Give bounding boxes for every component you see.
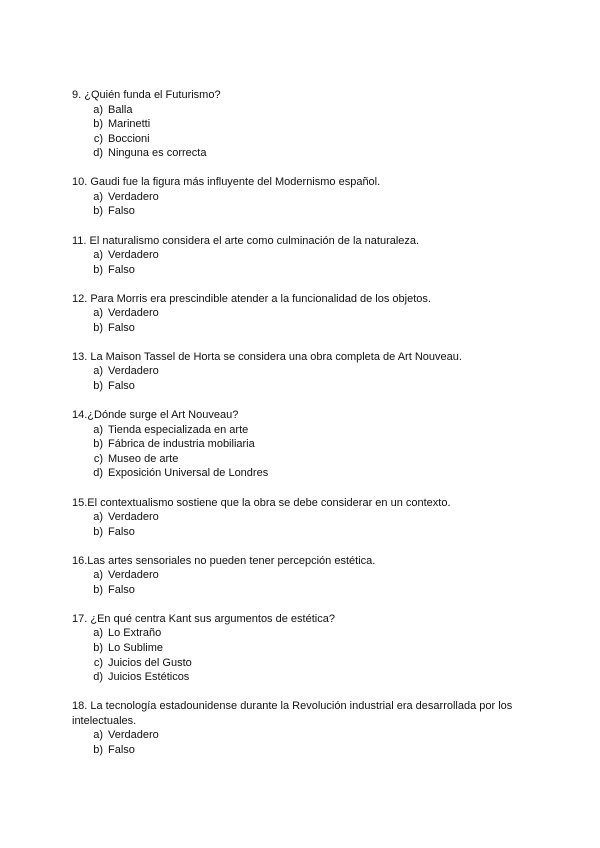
question-text: 12. Para Morris era prescindible atender a la funcionalidad de los objetos. — [72, 292, 431, 305]
option-letter: c) — [93, 656, 103, 669]
answer-options — [72, 728, 532, 757]
option-letter: c) — [93, 132, 103, 145]
answer-option[interactable] — [72, 641, 532, 656]
question-text: 18. La tecnología estadounidense durante la Revolución industrial era desarrollada por los intelectuales. — [72, 700, 513, 727]
question-block — [72, 699, 532, 757]
option-text: Juicios Estéticos — [108, 671, 190, 684]
answer-options — [72, 248, 532, 277]
option-letter: d) — [93, 147, 103, 160]
option-letter: a) — [93, 627, 103, 640]
answer-options — [72, 306, 532, 335]
answer-option[interactable] — [72, 248, 532, 263]
answer-option[interactable] — [72, 306, 532, 321]
question-block — [72, 292, 532, 336]
question-list — [72, 88, 532, 772]
question-block — [72, 350, 532, 394]
option-letter: a) — [93, 511, 103, 523]
option-letter: a) — [93, 190, 103, 203]
answer-option[interactable] — [72, 117, 532, 132]
option-letter: a) — [93, 249, 103, 262]
question-text: 10. Gaudi fue la figura más influyente del Modernismo español. — [72, 176, 381, 189]
question-text: 13. La Maison Tassel de Horta se considera una obra completa de Art Nouveau. — [72, 350, 462, 363]
option-text: Museo de arte — [108, 452, 179, 465]
answer-option[interactable] — [72, 626, 532, 641]
question-block — [72, 88, 532, 161]
answer-option[interactable] — [72, 437, 532, 452]
answer-option[interactable] — [72, 525, 532, 540]
answer-options — [72, 423, 532, 481]
option-text: Verdadero — [108, 569, 159, 582]
question-block — [72, 234, 532, 278]
question-text: 15.El contextualismo sostiene que la obra se debe considerar en un contexto. — [72, 496, 451, 509]
answer-option[interactable] — [72, 103, 532, 118]
answer-option[interactable] — [72, 568, 532, 583]
option-text: Falso — [108, 263, 135, 276]
option-letter: b) — [93, 641, 103, 654]
option-letter: b) — [93, 743, 103, 756]
option-text: Exposición Universal de Londres — [108, 467, 269, 480]
answer-option[interactable] — [72, 364, 532, 379]
answer-option[interactable] — [72, 146, 532, 161]
option-letter: b) — [93, 321, 103, 334]
option-text: Falso — [108, 583, 135, 596]
option-letter: a) — [93, 103, 103, 116]
question-text: 17. ¿En qué centra Kant sus argumentos de estética? — [72, 612, 335, 625]
option-text: Marinetti — [108, 118, 151, 131]
answer-option[interactable] — [72, 466, 532, 481]
option-text: Boccioni — [108, 132, 150, 145]
question-text: 11. El naturalismo considera el arte como culminación de la naturaleza. — [72, 234, 420, 247]
option-text: Verdadero — [108, 190, 159, 203]
option-letter: a) — [93, 365, 103, 378]
answer-option[interactable] — [72, 321, 532, 336]
answer-options — [72, 510, 532, 539]
question-block — [72, 408, 532, 481]
option-text: Verdadero — [108, 729, 159, 742]
answer-option[interactable] — [72, 379, 532, 394]
option-text: Lo Sublime — [108, 641, 164, 654]
option-text: Falso — [108, 321, 135, 334]
option-letter: b) — [93, 263, 103, 276]
option-letter: d) — [93, 467, 103, 480]
answer-options — [72, 626, 532, 684]
option-letter: b) — [93, 205, 103, 218]
answer-option[interactable] — [72, 510, 532, 525]
question-text: 16.Las artes sensoriales no pueden tener percepción estética. — [72, 554, 376, 567]
question-text: 9. ¿Quién funda el Futurismo? — [72, 89, 221, 101]
answer-option[interactable] — [72, 423, 532, 438]
option-text: Balla — [108, 103, 133, 116]
answer-option[interactable] — [72, 263, 532, 278]
answer-options — [72, 568, 532, 597]
option-text: Verdadero — [108, 365, 159, 378]
option-text: Verdadero — [108, 511, 159, 523]
option-text: Lo Extraño — [108, 627, 162, 640]
answer-option[interactable] — [72, 743, 532, 758]
answer-option[interactable] — [72, 583, 532, 598]
question-block — [72, 612, 532, 685]
answer-option[interactable] — [72, 728, 532, 743]
option-letter: a) — [93, 307, 103, 320]
answer-option[interactable] — [72, 452, 532, 467]
answer-option[interactable] — [72, 190, 532, 205]
question-block — [72, 175, 532, 219]
option-text: Ninguna es correcta — [108, 147, 207, 160]
option-text: Juicios del Gusto — [108, 656, 192, 669]
option-text: Verdadero — [108, 307, 159, 320]
option-letter: b) — [93, 380, 103, 393]
question-block — [72, 554, 532, 598]
answer-options — [72, 364, 532, 393]
option-letter: a) — [93, 569, 103, 582]
option-text: Falso — [108, 380, 135, 393]
answer-options — [72, 103, 532, 161]
option-text: Fábrica de industria mobiliaria — [108, 438, 255, 451]
option-text: Verdadero — [108, 249, 159, 262]
option-letter: b) — [93, 118, 103, 131]
option-letter: c) — [93, 452, 103, 465]
answer-option[interactable] — [72, 670, 532, 685]
question-text: 14.¿Dónde surge el Art Nouveau? — [72, 409, 239, 422]
option-letter: b) — [93, 525, 103, 538]
option-letter: b) — [93, 438, 103, 451]
option-letter: a) — [93, 729, 103, 742]
answer-options — [72, 190, 532, 219]
option-text: Falso — [108, 205, 135, 218]
option-letter: d) — [93, 671, 103, 684]
answer-option[interactable] — [72, 204, 532, 219]
option-text: Falso — [108, 525, 135, 538]
question-block — [72, 496, 532, 540]
answer-option[interactable] — [72, 132, 532, 147]
option-text: Tienda especializada en arte — [108, 423, 249, 436]
answer-option[interactable] — [72, 656, 532, 671]
option-letter: b) — [93, 583, 103, 596]
option-letter: a) — [93, 423, 103, 436]
option-text: Falso — [108, 743, 135, 756]
